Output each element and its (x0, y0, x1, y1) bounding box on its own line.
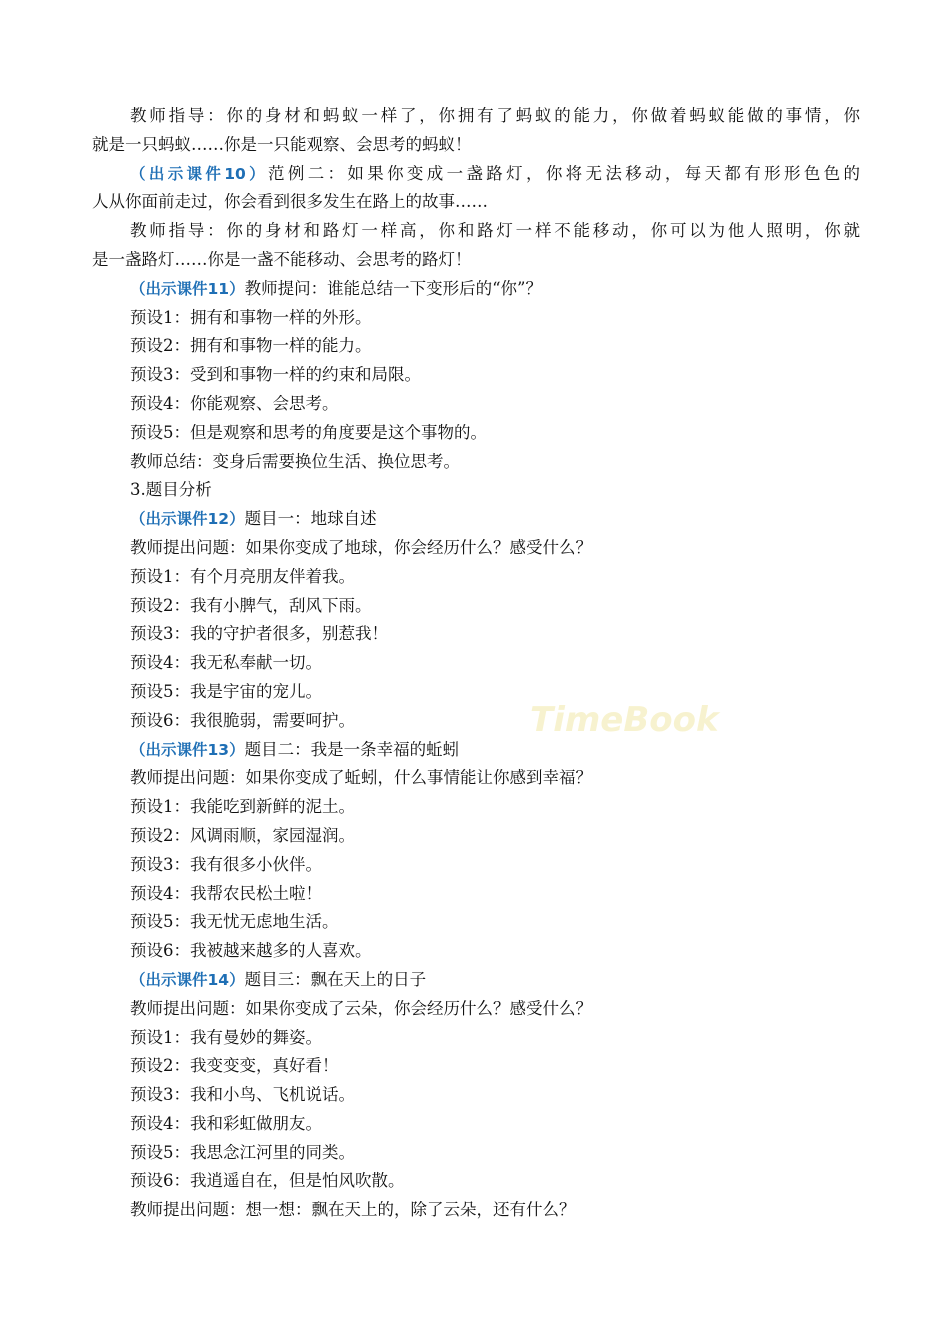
text-line (92, 102, 860, 131)
line-text: 教师总结：变身后需要换位生活、换位思考。 (130, 451, 460, 471)
line-text: 题目三：飘在天上的日子 (244, 969, 427, 989)
line-text: 预设1：拥有和事物一样的外形。 (130, 307, 372, 327)
line-text: 预设1：我有曼妙的舞姿。 (130, 1027, 322, 1047)
line-text: 题目二：我是一条幸福的蚯蚓 (244, 739, 460, 759)
line-text: 教师指导：你的身材和路灯一样高，你和路灯一样不能移动，你可以为他人照明，你就 (130, 221, 860, 241)
line-text: 教师提问：谁能总结一下变形后的“你”？ (244, 278, 542, 298)
courseware-cue: （出示课件13） (130, 740, 245, 759)
line-text: 教师提出问题：如果你变成了地球，你会经历什么？感受什么？ (130, 537, 592, 557)
line-text: 预设1：有个月亮朋友伴着我。 (130, 566, 355, 586)
text-line (92, 448, 860, 477)
text-line (92, 678, 860, 707)
line-text: 预设5：但是观察和思考的角度要是这个事物的。 (130, 422, 487, 442)
line-text: 预设3：我的守护者很多，别惹我！ (130, 624, 388, 644)
text-line (92, 649, 860, 678)
text-line (92, 707, 860, 736)
text-line (92, 793, 860, 822)
text-line (92, 1052, 860, 1081)
text-line (92, 217, 860, 246)
line-text: 预设3：我有很多小伙伴。 (130, 854, 322, 874)
document-body (92, 102, 860, 1225)
line-text: 人从你面前走过，你会看到很多发生在路上的故事…… (92, 192, 488, 212)
line-text: 预设4：我帮农民松土啦！ (130, 883, 322, 903)
text-line (92, 908, 860, 937)
text-line (92, 131, 860, 160)
text-line (92, 1110, 860, 1139)
line-text: 3.题目分析 (130, 480, 212, 500)
text-line (92, 246, 860, 275)
line-text: 教师提出问题：想一想：飘在天上的，除了云朵，还有什么？ (130, 1200, 576, 1220)
text-line (92, 736, 860, 765)
text-line (92, 822, 860, 851)
line-text: 预设5：我是宇宙的宠儿。 (130, 681, 322, 701)
line-text: 预设2：我变变变，真好看！ (130, 1056, 339, 1076)
line-text: 范例二：如果你变成一盏路灯，你将无法移动，每天都有形形色色的 (268, 163, 860, 183)
line-text: 预设3：受到和事物一样的约束和局限。 (130, 365, 421, 385)
text-line (92, 275, 860, 304)
watermark-brand: TimeBook (530, 700, 719, 740)
line-text: 预设3：我和小鸟、飞机说话。 (130, 1085, 355, 1105)
text-line (92, 966, 860, 995)
text-line (92, 505, 860, 534)
text-line (92, 620, 860, 649)
line-text: 预设4：我和彩虹做朋友。 (130, 1113, 322, 1133)
text-line (92, 592, 860, 621)
text-line (92, 304, 860, 333)
text-line (92, 880, 860, 909)
line-text: 预设4：我无私奉献一切。 (130, 653, 322, 673)
text-line (92, 1139, 860, 1168)
line-text: 预设2：拥有和事物一样的能力。 (130, 336, 372, 356)
text-line (92, 419, 860, 448)
text-line (92, 361, 860, 390)
line-text: 预设2：风调雨顺，家园湿润。 (130, 825, 355, 845)
line-text: 教师提出问题：如果你变成了蚯蚓，什么事情能让你感到幸福？ (130, 768, 592, 788)
text-line (92, 534, 860, 563)
line-text: 教师提出问题：如果你变成了云朵，你会经历什么？感受什么？ (130, 998, 592, 1018)
line-text: 预设6：我逍遥自在，但是怕风吹散。 (130, 1171, 405, 1191)
courseware-cue: （出示课件11） (130, 279, 245, 298)
line-text: 预设4：你能观察、会思考。 (130, 393, 339, 413)
text-line (92, 1167, 860, 1196)
line-text: 就是一只蚂蚁……你是一只能观察、会思考的蚂蚁！ (92, 134, 472, 154)
text-line (92, 937, 860, 966)
courseware-cue: （出示课件14） (130, 970, 245, 989)
text-line (92, 160, 860, 189)
text-line (92, 851, 860, 880)
text-line (92, 188, 860, 217)
text-line (92, 1081, 860, 1110)
text-line (92, 476, 860, 505)
line-text: 预设5：我思念江河里的同类。 (130, 1142, 355, 1162)
text-line (92, 332, 860, 361)
courseware-cue: （出示课件10） (130, 164, 268, 183)
line-text: 预设5：我无忧无虑地生活。 (130, 912, 339, 932)
text-line (92, 995, 860, 1024)
text-line (92, 1196, 860, 1225)
line-text: 预设6：我很脆弱，需要呵护。 (130, 710, 355, 730)
line-text: 教师指导：你的身材和蚂蚁一样了，你拥有了蚂蚁的能力，你做着蚂蚁能做的事情，你 (130, 106, 860, 125)
text-line (92, 1024, 860, 1053)
text-line (92, 764, 860, 793)
line-text: 预设2：我有小脾气，刮风下雨。 (130, 595, 372, 615)
line-text: 题目一：地球自述 (244, 509, 377, 529)
line-text: 是一盏路灯……你是一盏不能移动、会思考的路灯！ (92, 249, 472, 269)
text-line (92, 390, 860, 419)
line-text: 预设1：我能吃到新鲜的泥土。 (130, 797, 355, 817)
line-text: 预设6：我被越来越多的人喜欢。 (130, 941, 372, 961)
text-line (92, 563, 860, 592)
courseware-cue: （出示课件12） (130, 510, 245, 529)
